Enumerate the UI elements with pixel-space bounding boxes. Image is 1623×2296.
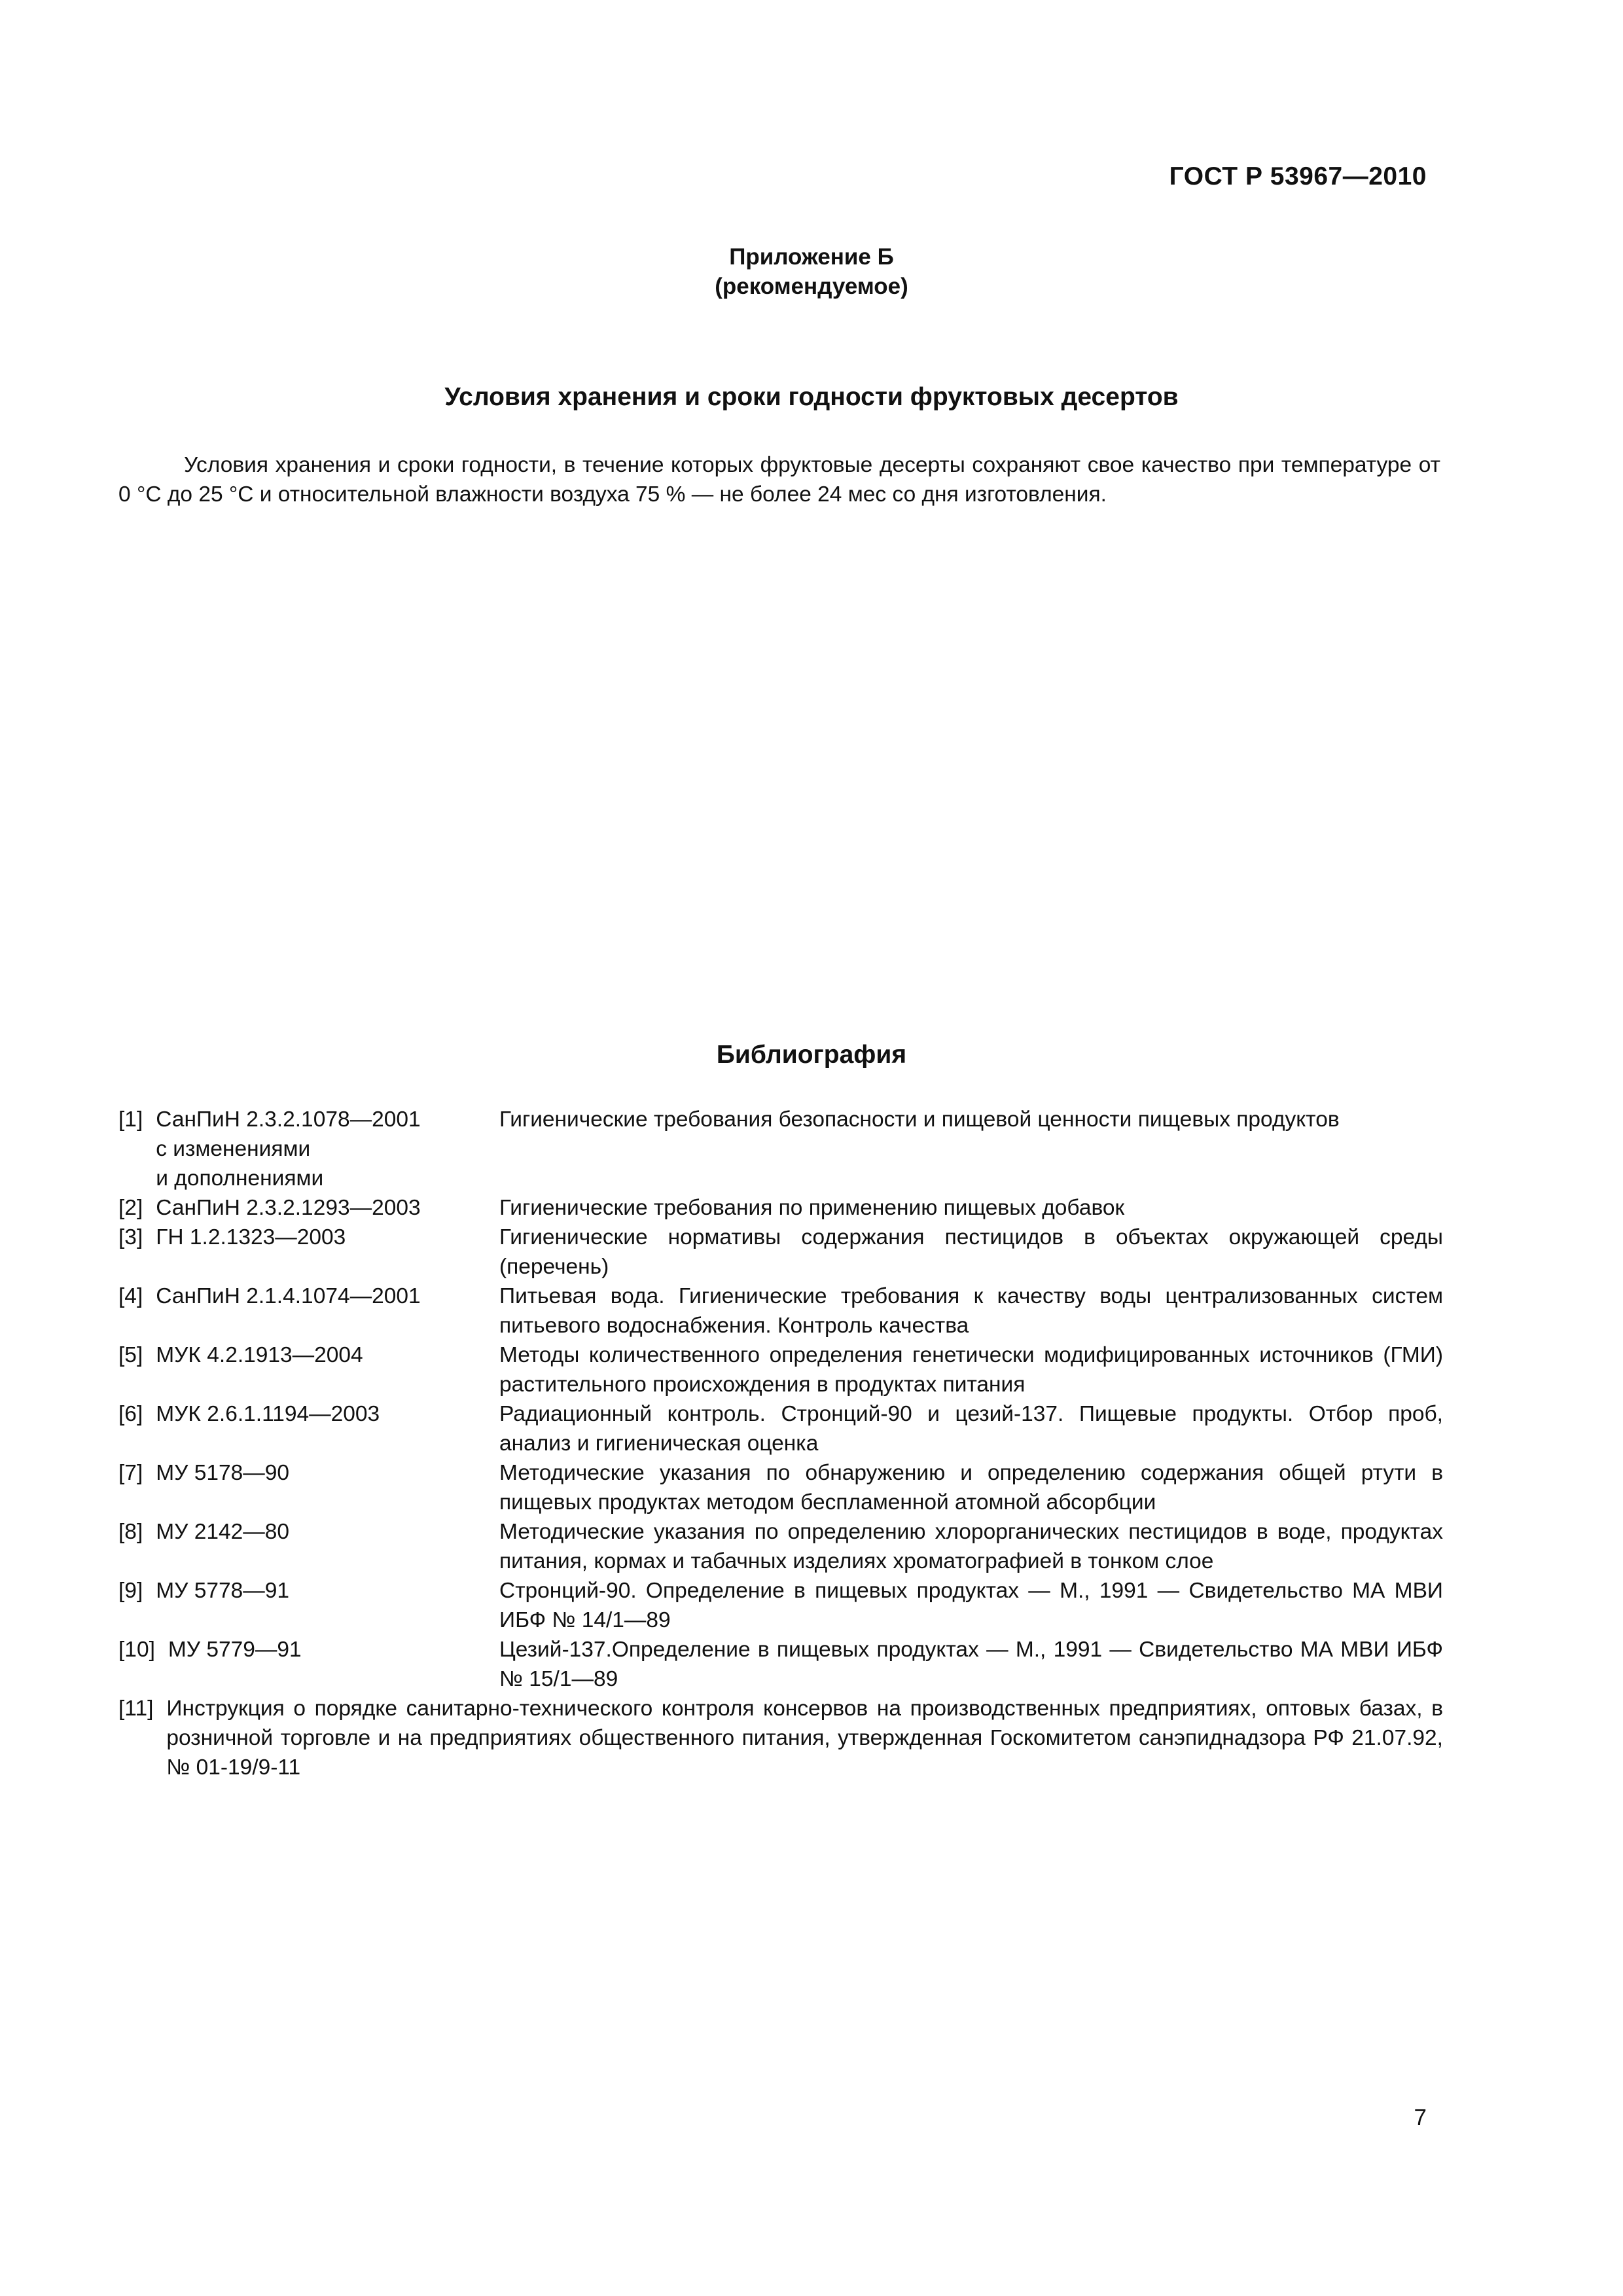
storage-conditions-paragraph: Условия хранения и сроки годности, в течение которых фруктовые десерты сохраняют свое качество при температуре от 0 °С до 25 °С и относительной влажности воздуха 75 % — не более 24 мес со дня изготовления. — [118, 453, 1440, 507]
bibliography-item-description: Методические указания по обнаружению и определению содержания общей ртути в пищевых продуктах методом беспламенной атомной абсорбции — [499, 1461, 1443, 1515]
bibliography-item-description: Гигиенические требования безопасности и пищевой ценности пищевых продуктов — [499, 1107, 1340, 1132]
bibliography-item-description: Гигиенические нормативы содержания пестицидов в объектах окружающей среды (перечень) — [499, 1225, 1443, 1279]
appendix-title: Приложение Б — [729, 244, 894, 270]
bibliography-item-description: Цезий-137.Определение в пищевых продуктах — М., 1991 — Свидетельство МА МВИ ИБФ № 15/1—89 — [499, 1638, 1443, 1691]
bibliography-item-code: МУ 2142—80 — [156, 1520, 290, 1544]
bibliography-item-description: Гигиенические требования по применению пищевых добавок — [499, 1196, 1125, 1220]
bibliography-item — [118, 1694, 1443, 1782]
document-code: ГОСТ Р 53967—2010 — [1169, 162, 1427, 190]
bibliography-item — [118, 1282, 1443, 1340]
bibliography-item-code: МУК 2.6.1.1194—2003 — [156, 1402, 380, 1426]
bibliography-item-code: МУ 5779—91 — [168, 1638, 302, 1662]
bibliography-item — [118, 1340, 1443, 1399]
page-number: 7 — [1414, 2105, 1427, 2130]
bibliography-item-description: Инструкция о порядке санитарно-технического контроля консервов на производственных предприятиях, оптовых базах, в розничной торговле и на предприятиях общественного питания, утвержденная Госкомитетом санэпиднадзора РФ 21.07.92, № 01-19/9-11 — [166, 1696, 1443, 1780]
bibliography-item-description: Радиационный контроль. Стронций-90 и цезий-137. Пищевые продукты. Отбор проб, анализ и гигиеническая оценка — [499, 1402, 1443, 1456]
bibliography-item-code: СанПиН 2.1.4.1074—2001 — [156, 1284, 421, 1308]
appendix-title-block — [0, 242, 1623, 301]
bibliography-item-number: [9] — [118, 1579, 143, 1603]
bibliography-heading: Библиография — [716, 1041, 907, 1069]
bibliography-item-number: [6] — [118, 1402, 143, 1426]
bibliography-item-number: [10] — [118, 1638, 155, 1662]
bibliography-list — [118, 1105, 1443, 1782]
bibliography-item-number: [11] — [118, 1696, 154, 1721]
bibliography-item-code: СанПиН 2.3.2.1293—2003 — [156, 1196, 421, 1220]
bibliography-item — [118, 1105, 1443, 1193]
bibliography-item-code: МУ 5778—91 — [156, 1579, 290, 1603]
bibliography-item-code: СанПиН 2.3.2.1078—2001 с изменениями и дополнениями — [156, 1107, 421, 1191]
bibliography-item — [118, 1399, 1443, 1458]
bibliography-item — [118, 1517, 1443, 1576]
bibliography-item-number: [8] — [118, 1520, 143, 1544]
appendix-subtitle: (рекомендуемое) — [715, 274, 908, 299]
bibliography-item-number: [3] — [118, 1225, 143, 1249]
bibliography-item-code: ГН 1.2.1323—2003 — [156, 1225, 346, 1249]
section-heading: Условия хранения и сроки годности фруктовых десертов — [444, 383, 1179, 411]
bibliography-item-description: Методические указания по определению хлорорганических пестицидов в воде, продуктах питания, кормах и табачных изделиях хроматографией в тонком слое — [499, 1520, 1443, 1573]
bibliography-item — [118, 1223, 1443, 1282]
bibliography-item-number: [7] — [118, 1461, 143, 1485]
bibliography-item — [118, 1193, 1443, 1223]
bibliography-item-description: Стронций-90. Определение в пищевых продуктах — М., 1991 — Свидетельство МА МВИ ИБФ № 14/1—89 — [499, 1579, 1443, 1632]
bibliography-item-description: Питьевая вода. Гигиенические требования к качеству воды централизованных систем питьевого водоснабжения. Контроль качества — [499, 1284, 1443, 1338]
bibliography-item-number: [4] — [118, 1284, 143, 1308]
bibliography-item-code: МУК 4.2.1913—2004 — [156, 1343, 363, 1367]
bibliography-item-description: Методы количественного определения генетически модифицированных источников (ГМИ) растительного происхождения в продуктах питания — [499, 1343, 1443, 1397]
bibliography-item — [118, 1576, 1443, 1635]
bibliography-item-number: [1] — [118, 1107, 143, 1132]
bibliography-item-number: [2] — [118, 1196, 143, 1220]
bibliography-item-number: [5] — [118, 1343, 143, 1367]
bibliography-item — [118, 1458, 1443, 1517]
bibliography-item — [118, 1635, 1443, 1694]
bibliography-item-code: МУ 5178—90 — [156, 1461, 290, 1485]
